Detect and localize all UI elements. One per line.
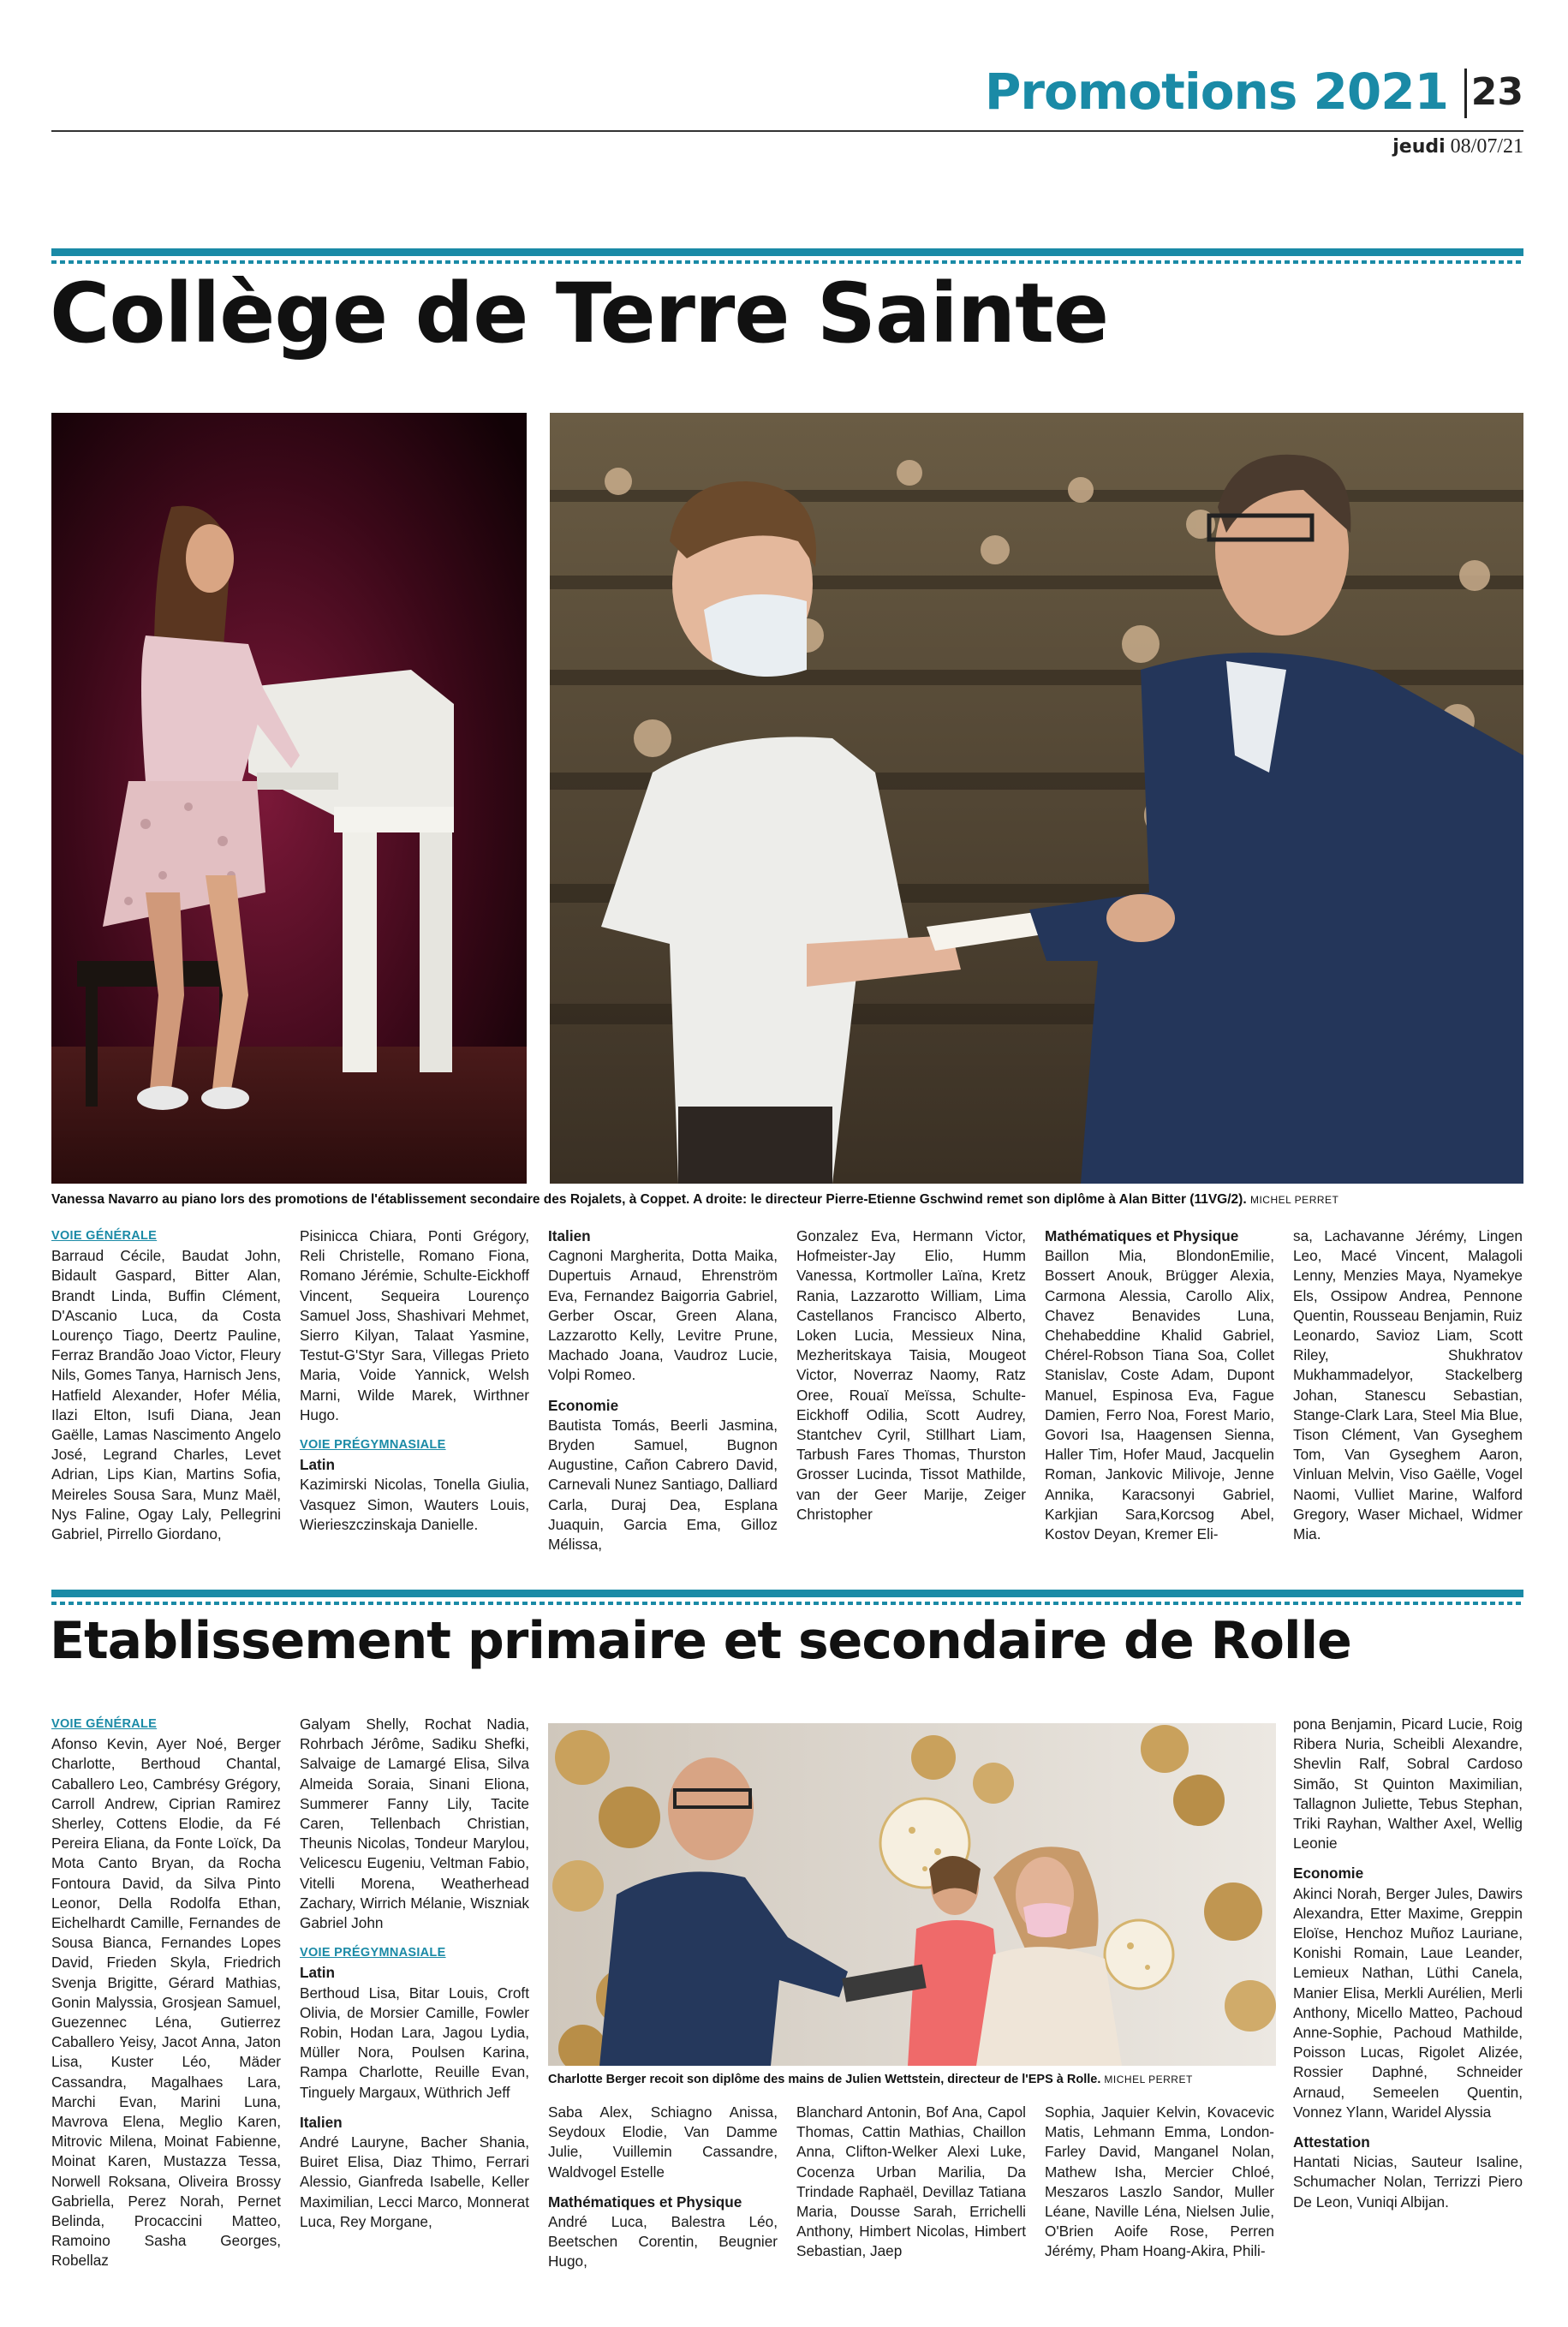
sub-heading-italien: Italien <box>300 2113 343 2131</box>
photo-credit: MICHEL PERRET <box>1104 2073 1193 2085</box>
article-title: Etablissement primaire et secondaire de Rolle <box>50 1611 1351 1671</box>
sub-heading-latin: Latin <box>300 1964 336 1982</box>
photo-rolle-diploma <box>548 1723 1276 2066</box>
names-list: Hantati Nicias, Sauteur Isaline, Schumacher Nolan, Terrizzi Piero De Leon, Vuniqi Albijan. <box>1293 2153 1523 2211</box>
page-number: 23 <box>1470 70 1523 114</box>
caption-text: Vanessa Navarro au piano lors des promotions de l'établissement secondaire des Rojalets, à Coppet. A droite: le directeur Pierre-Etienne Gschwind remet son diplôme à Alan Bitter (11VG/2). <box>51 1192 1247 1207</box>
text-column-3 <box>548 2103 778 2272</box>
issue-day: jeudi <box>1392 136 1446 158</box>
sub-heading-voie-generale: VOIE GÉNÉRALE <box>51 1717 158 1731</box>
names-list: Baillon Mia, BlondonEmilie, Bossert Anouk, Brügger Alexia, Carmona Alessia, Carollo Alix, Chavez Benavides Luna, Chehabeddine Khalid Gabriel, Chérel-Robson Tiana Soa, Collet Stanislav, Coste Adam, Dupont Manuel, Espinosa Eva, Fague Damien, Ferro Noa, Forest Mario, Govori Isa, Haagensen Sienna, Haller Tim, Hofer Maud, Jacquelin Roman, Jankovic Milivoje, Jenne Annika, Karacsonyi Gabriel, Karkjian Sara,Korcsog Abel, Kostov Deyan, Kremer Eli- <box>1045 1247 1274 1543</box>
text-column-4 <box>796 2103 1026 2262</box>
sub-heading-voie-pregymnasiale: VOIE PRÉGYMNASIALE <box>300 1946 446 1960</box>
issue-date <box>1392 135 1523 158</box>
issue-date-value: 08/07/21 <box>1450 135 1523 158</box>
sub-heading-economie: Economie <box>548 1396 619 1414</box>
names-list: Galyam Shelly, Rochat Nadia, Rohrbach Jérôme, Sadiku Shefki, Salvaige de Lamargé Elisa, Silva Almeida Soraia, Sinani Eliona, Summerer Fanny Lily, Tacite Caren, Tellenbach Christian, Theunis Nicolas, Tondeur Marylou, Velicescu Eugeniu, Veltman Fabio, Vitelli Morena, Weatherhead Zachary, Wirrich Mélanie, Wiszniak Gabriel John <box>300 1715 529 1932</box>
text-column-3 <box>548 1226 778 1554</box>
sub-heading-maths-physique: Mathématiques et Physique <box>1045 1227 1239 1244</box>
sub-heading-attestation: Attestation <box>1293 2133 1370 2151</box>
sub-heading-maths-physique: Mathématiques et Physique <box>548 2193 742 2211</box>
names-list: Sophia, Jaquier Kelvin, Kovacevic Matis, Lehmann Emma, London-Farley David, Manganel Nolan, Mathew Isha, Mercier Chloé, Meszaros Laszlo Sandor, Muller Léane, Naville Léna, Nielsen Julie, O'Brien Aoife Rose, Perren Jérémy, Pham Hoang-Akira, Phili- <box>1045 2103 1274 2260</box>
names-list: Blanchard Antonin, Bof Ana, Capol Thomas, Cattin Mathias, Chaillon Anna, Clifton-Welker Alexi Luke, Cocenza Urban Marilia, Da Trindade Raphaël, Devillaz Tatiana Maria, Dousse Sarah, Errichelli Anthony, Himbert Nicolas, Himbert Sebastian, Jaep <box>796 2103 1026 2260</box>
sub-heading-economie: Economie <box>1293 1865 1364 1882</box>
text-column-1 <box>51 1715 281 2271</box>
section-title: Promotions 2021 <box>984 63 1448 121</box>
section-bar-dots <box>51 1602 1523 1605</box>
names-list: Pisinicca Chiara, Ponti Grégory, Reli Christelle, Romano Fiona, Romano Jérémie, Schulte-Eickhoff Vincent, Sequeira Lourenço Samuel Joss, Shashivari Mehmet, Sierro Kilyan, Talaat Yasmine, Testut-G'Styr Sara, Villegas Prieto Maria, Voide Yannick, Welsh Marni, Wilde Marek, Wirthner Hugo. <box>300 1227 529 1423</box>
piano-photo-illustration <box>51 413 527 1184</box>
text-column-5 <box>1045 1226 1274 1544</box>
article-title: Collège de Terre Sainte <box>50 266 1109 361</box>
names-list: pona Benjamin, Picard Lucie, Roig Ribera Nuria, Scheibli Alexandre, Shevlin Ralf, Sobral Cardoso Simão, St Quinton Maximilian, Tallagnon Juliette, Tebus Stephan, Triki Rayhan, Walther Axel, Wellig Leonie <box>1293 1715 1523 1853</box>
names-list: Akinci Norah, Berger Jules, Dawirs Alexandra, Etter Maxime, Greppin Eloïse, Henchoz Muñoz Lauriane, Konishi Romain, Laue Leander, Lemieux Nathan, Lüthi Canela, Manier Elisa, Merkli Aurélien, Merli Anthony, Micello Matteo, Pachoud Anne-Sophie, Pachoud Mathilde, Poisson Lucas, Rigolet Alizée, Rossier Daphné, Schneider Arnaud, Semeelen Quentin, Vonnez Ylann, Waridel Alyssia <box>1293 1884 1523 2121</box>
photo-credit: MICHEL PERRET <box>1249 1194 1339 1206</box>
handover-photo-illustration <box>550 413 1523 1184</box>
names-list: Bautista Tomás, Beerli Jasmina, Bryden Samuel, Bugnon Augustine, Cañon Cabrero David, Carnevali Nunez Santiago, Dalliard Carla, Duraj Dea, Esplana Juaquin, Garcia Ema, Gilloz Mélissa, <box>548 1416 778 1554</box>
names-list: Gonzalez Eva, Hermann Victor, Hofmeister-Jay Elio, Humm Vanessa, Kortmoller Laïna, Kretz Rania, Lazzarotto William, Lima Castellanos Francisco Alberto, Loken Lucia, Messieux Nina, Mezheritskaya Taisia, Mougeot Victor, Noverraz Naomy, Ratz Oree, Rouaï Meïssa, Schulte-Eickhoff Odilia, Scott Audrey, Stantchev Cyril, Stillhart Liam, Tarbush Fares Thomas, Thurston Grosser Lucinda, Tissot Mathilde, van der Geer Marije, Zeiger Christopher <box>796 1227 1026 1523</box>
text-column-6 <box>1293 1226 1523 1544</box>
text-column-2 <box>300 1715 529 2232</box>
names-list: Cagnoni Margherita, Dotta Maika, Dupertuis Arnaud, Ehrenström Eva, Fernandez Baigorria Gabriel, Gerber Oscar, Green Alana, Lazzarotto Kelly, Levitre Prune, Machado Joana, Vaudroz Lucie, Volpi Romeo. <box>548 1247 778 1384</box>
sub-heading-italien: Italien <box>548 1227 591 1244</box>
photo-caption <box>548 2073 1193 2086</box>
photo-diploma-handover <box>550 413 1523 1184</box>
text-column-1 <box>51 1226 281 1544</box>
sub-heading-latin: Latin <box>300 1456 336 1474</box>
sub-heading-voie-pregymnasiale: VOIE PRÉGYMNASIALE <box>300 1438 446 1453</box>
text-column-4 <box>796 1226 1026 1524</box>
caption-text: Charlotte Berger recoit son diplôme des mains de Julien Wettstein, directeur de l'EPS à Rolle. <box>548 2073 1101 2086</box>
header-rule <box>51 130 1523 132</box>
text-column-2 <box>300 1226 529 1535</box>
sub-heading-voie-generale: VOIE GÉNÉRALE <box>51 1229 158 1243</box>
names-list: Saba Alex, Schiagno Anissa, Seydoux Elodie, Van Damme Julie, Vuillemin Cassandre, Waldvogel Estelle <box>548 2103 778 2181</box>
rolle-photo-illustration <box>548 1723 1276 2066</box>
names-list: André Lauryne, Bacher Shania, Buiret Elisa, Diaz Thimo, Ferrari Alessio, Gianfreda Isabelle, Keller Maximilian, Lecci Marco, Monnerat Luca, Rey Morgane, <box>300 2133 529 2230</box>
section-bar-dots <box>51 260 1523 264</box>
photo-piano <box>51 413 527 1184</box>
photo-caption <box>51 1192 1338 1208</box>
names-list: Barraud Cécile, Baudat John, Bidault Gaspard, Bitter Alan, Brandt Linda, Buffin Clément, D'Ascanio Luca, da Costa Lourenço Tiago, Deertz Pauline, Ferraz Brandão Joao Victor, Fleury Nils, Gomes Tanya, Harnisch Jens, Hatfield Alexander, Hofer Mélia, Ilazi Elton, Isufi Diana, Jean Gaëlle, Lamas Nascimento Angelo José, Legrand Charles, Levet Adrian, Lips Kian, Martins Sofia, Meireles Sousa Sara, Munz Maël, Nys Faline, Ogay Laly, Pellegrini Gabriel, Pirrello Giordano, <box>51 1247 281 1543</box>
names-list: sa, Lachavanne Jérémy, Lingen Leo, Macé Vincent, Malagoli Lenny, Menzies Maya, Nyamekye Els, Ossipow Andrea, Pennone Quentin, Rousseau Benjamin, Ruiz Leonardo, Savioz Liam, Scott Riley, Shukhratov Mukhammadelyor, Stackelberg Johan, Stanescu Sebastian, Stange-Clark Lara, Steel Mia Blue, Tison Clément, Van Gyseghem Tom, Van Gyseghem Aaron, Vinluan Melvin, Viso Gaëlle, Vogel Naomi, Vulliet Marine, Walford Gregory, Waser Michael, Widmer Mia. <box>1293 1227 1523 1543</box>
names-list: André Luca, Balestra Léo, Beetschen Corentin, Beugnier Hugo, <box>548 2213 778 2270</box>
text-column-6 <box>1293 1715 1523 2212</box>
header-separator <box>1464 69 1467 118</box>
section-bar <box>51 1590 1523 1597</box>
section-bar <box>51 248 1523 256</box>
names-list: Berthoud Lisa, Bitar Louis, Croft Olivia, de Morsier Camille, Fowler Robin, Hodan Lara, Jagou Lydia, Müller Nora, Poulsen Karina, Rampa Charlotte, Reuille Evan, Tinguely Margaux, Wüthrich Jeff <box>300 1984 529 2101</box>
names-list: Afonso Kevin, Ayer Noé, Berger Charlotte, Berthoud Chantal, Caballero Leo, Cambrésy Grégory, Carroll Andrew, Ciprian Ramirez Sherley, Cottens Elodie, da Fé Pereira Eliana, da Fonte Loïck, Da Mota Canto Bryan, da Rocha Fontoura David, da Silva Pinto Leonor, Della Rodolfa Ethan, Eichelhardt Camille, Fernandes de Sousa Bianca, Fernandes Lopes David, Frieden Skyla, Friedrich Svenja Brigitte, Gérard Mathias, Gonin Malyssia, Grosjean Samuel, Guezennec Léna, Gutierrez Caballero Yeisy, Jacot Anna, Jaton Lisa, Kuster Léo, Mäder Cassandra, Magalhaes Lara, Marchi Evan, Marini Luna, Mavrova Elena, Meglio Karen, Mitrovic Milena, Moinat Fabienne, Moinat Karen, Mustazza Tessa, Norwell Roksana, Oliveira Brossy Gabriella, Perez Norah, Pernet Belinda, Procaccini Matteo, Ramoino Sasha Georges, Robellaz <box>51 1735 281 2270</box>
text-column-5 <box>1045 2103 1274 2262</box>
names-list: Kazimirski Nicolas, Tonella Giulia, Vasquez Simon, Wauters Louis, Wierieszczinskaja Danielle. <box>300 1476 529 1533</box>
